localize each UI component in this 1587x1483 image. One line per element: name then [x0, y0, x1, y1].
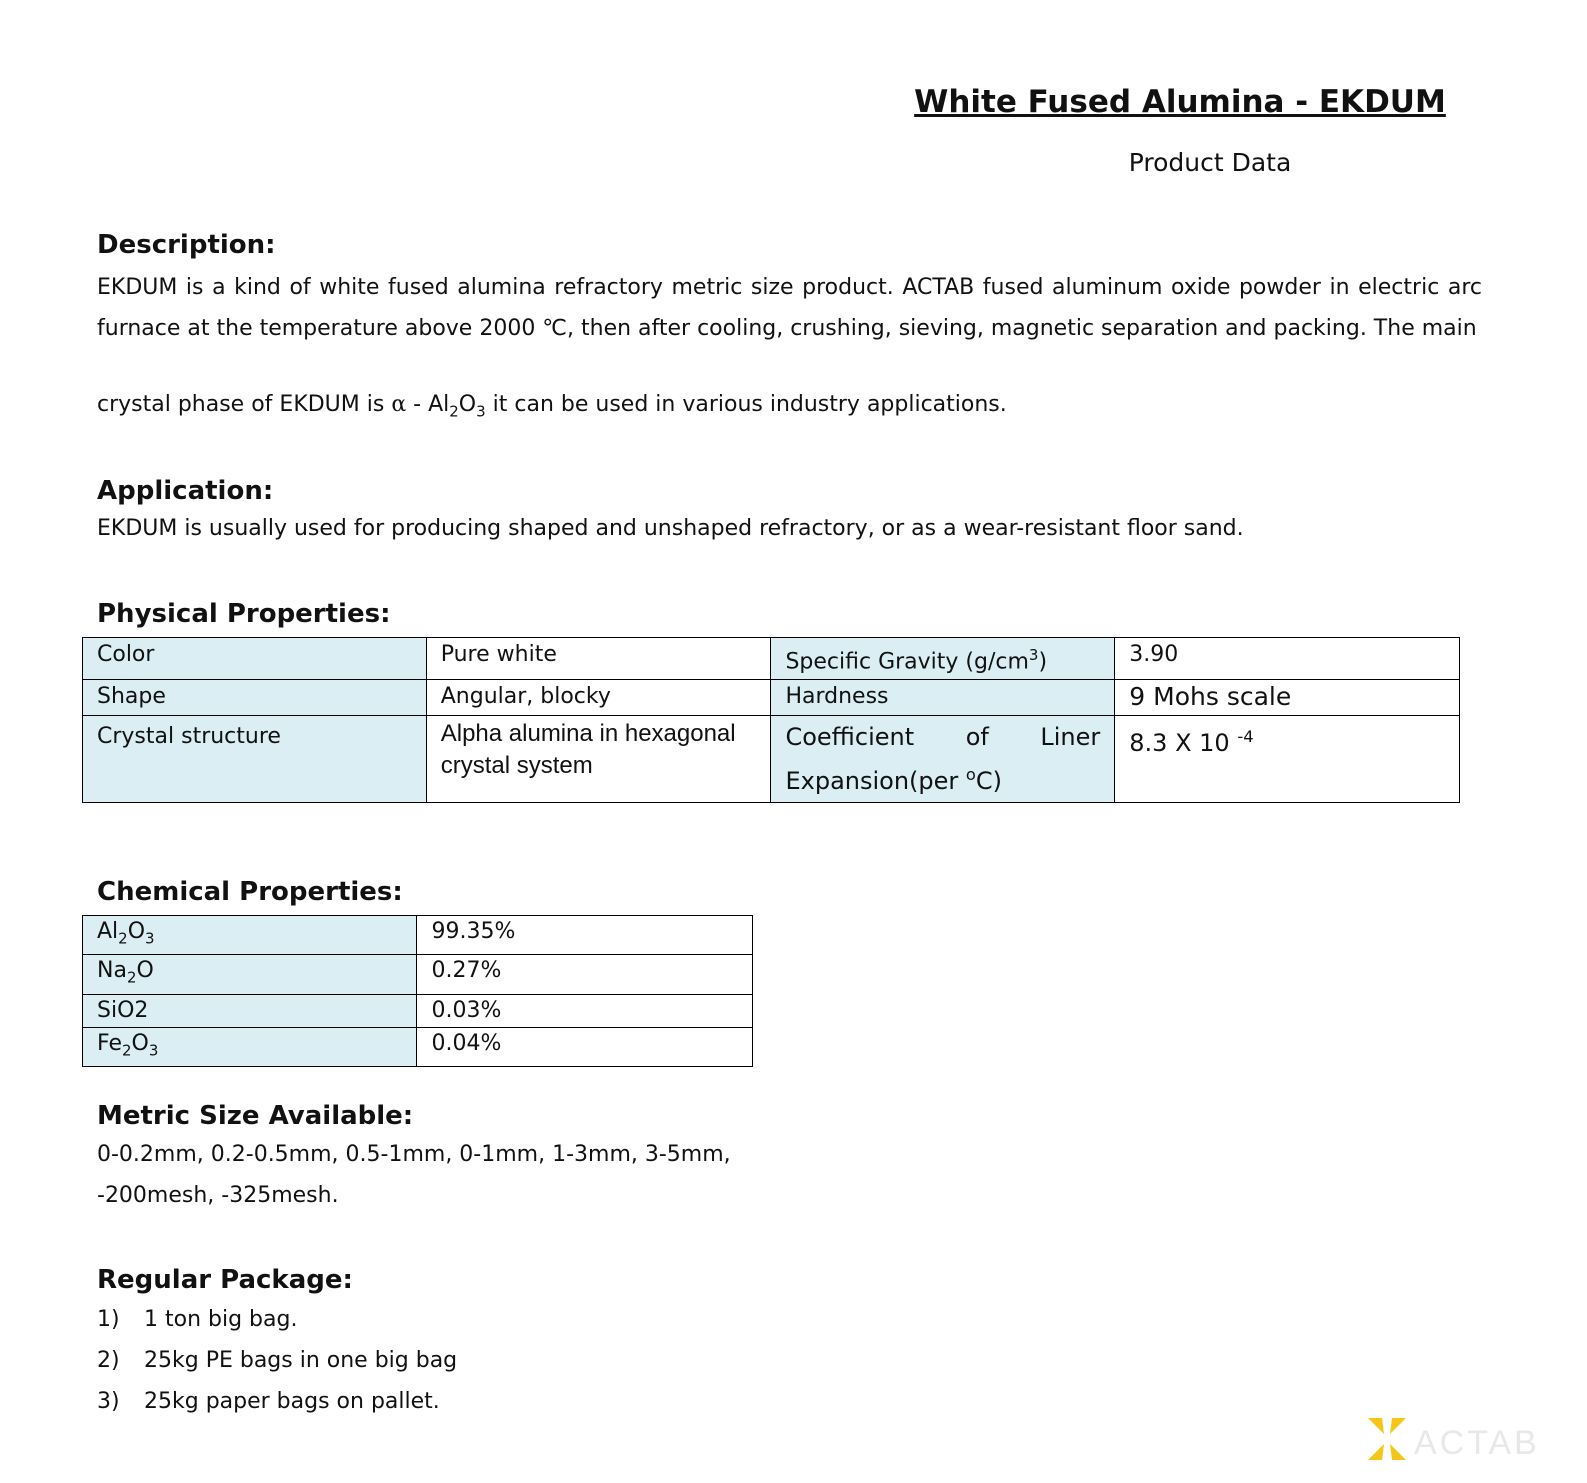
- table-row: [83, 1027, 753, 1066]
- document-title: White Fused Alumina - EKDUM: [914, 84, 1446, 120]
- chem-label-al2o3: $Al_2O_3$: [83, 916, 417, 955]
- chem-value-sio2: 0.03%: [417, 994, 753, 1027]
- application-heading: Application:: [97, 476, 274, 506]
- chem-value-al2o3: 99.35%: [417, 916, 753, 955]
- physical-properties-heading: Physical Properties:: [97, 599, 391, 629]
- actab-logo-text: ACTAB: [1414, 1424, 1540, 1462]
- phys-label-specific-gravity: Specific Gravity $(g/cm^3)$: [771, 638, 1115, 680]
- phys-value-shape: Angular, blocky: [426, 680, 771, 716]
- table-row: [83, 680, 1460, 716]
- package-heading: Regular Package:: [97, 1265, 353, 1295]
- phys-value-hardness: 9 Mohs scale: [1115, 680, 1460, 716]
- list-item: 3) 25kg paper bags on pallet.: [97, 1389, 440, 1414]
- table-row: [83, 916, 753, 955]
- chem-label-na2o: $Na_2O$: [83, 955, 417, 994]
- chemical-properties-heading: Chemical Properties:: [97, 877, 403, 907]
- list-item: 1) 1 ton big bag.: [97, 1307, 298, 1332]
- physical-properties-table: [82, 637, 1460, 803]
- list-item: 2) 25kg PE bags in one big bag: [97, 1348, 458, 1373]
- phys-label-hardness: Hardness: [771, 680, 1115, 716]
- document-subtitle: Product Data: [1128, 148, 1292, 177]
- phys-label-shape: Shape: [83, 680, 427, 716]
- table-row: [83, 716, 1460, 803]
- phys-value-expansion: 8.3 X 10 $^{-4}$: [1115, 716, 1460, 803]
- description-line2: crystal phase of EKDUM is α - $Al_2O_3$ it can be used in various industry applications.: [97, 392, 1007, 421]
- phys-value-color: Pure white: [426, 638, 771, 680]
- actab-logo: [1360, 1414, 1560, 1474]
- actab-logo-icon: [1360, 1414, 1560, 1474]
- table-row: [83, 994, 753, 1027]
- chemical-properties-table: [82, 915, 753, 1067]
- chem-value-na2o: 0.27%: [417, 955, 753, 994]
- chem-label-fe2o3: $Fe_2O_3$: [83, 1027, 417, 1066]
- phys-value-crystal-structure: Alpha alumina in hexagonal crystal system: [426, 716, 771, 803]
- table-row: [83, 955, 753, 994]
- description-line1: EKDUM is a kind of white fused alumina refractory metric size product. ACTAB fused aluminum oxide powder in electric arc furnace at the temperature above 2000 ℃, then after cooling, crushing, sieving, magnetic separation and packing. The main: [97, 275, 1482, 341]
- metric-size-line1: 0-0.2mm, 0.2-0.5mm, 0.5-1mm, 0-1mm, 1-3mm, 3-5mm,: [97, 1142, 731, 1167]
- phys-label-crystal-structure: Crystal structure: [83, 716, 427, 803]
- phys-value-specific-gravity: 3.90: [1115, 638, 1460, 680]
- chem-label-sio2: SiO2: [83, 994, 417, 1027]
- description-heading: Description:: [97, 230, 276, 260]
- metric-size-heading: Metric Size Available:: [97, 1101, 414, 1131]
- phys-label-expansion: Coefficient of Liner Expansion(per $^o$C): [771, 716, 1115, 803]
- chem-value-fe2o3: 0.04%: [417, 1027, 753, 1066]
- metric-size-line2: -200mesh, -325mesh.: [97, 1183, 339, 1208]
- description-text: [97, 267, 1482, 349]
- phys-label-color: Color: [83, 638, 427, 680]
- application-text: EKDUM is usually used for producing shaped and unshaped refractory, or as a wear-resistant floor sand.: [97, 516, 1244, 541]
- table-row: [83, 638, 1460, 680]
